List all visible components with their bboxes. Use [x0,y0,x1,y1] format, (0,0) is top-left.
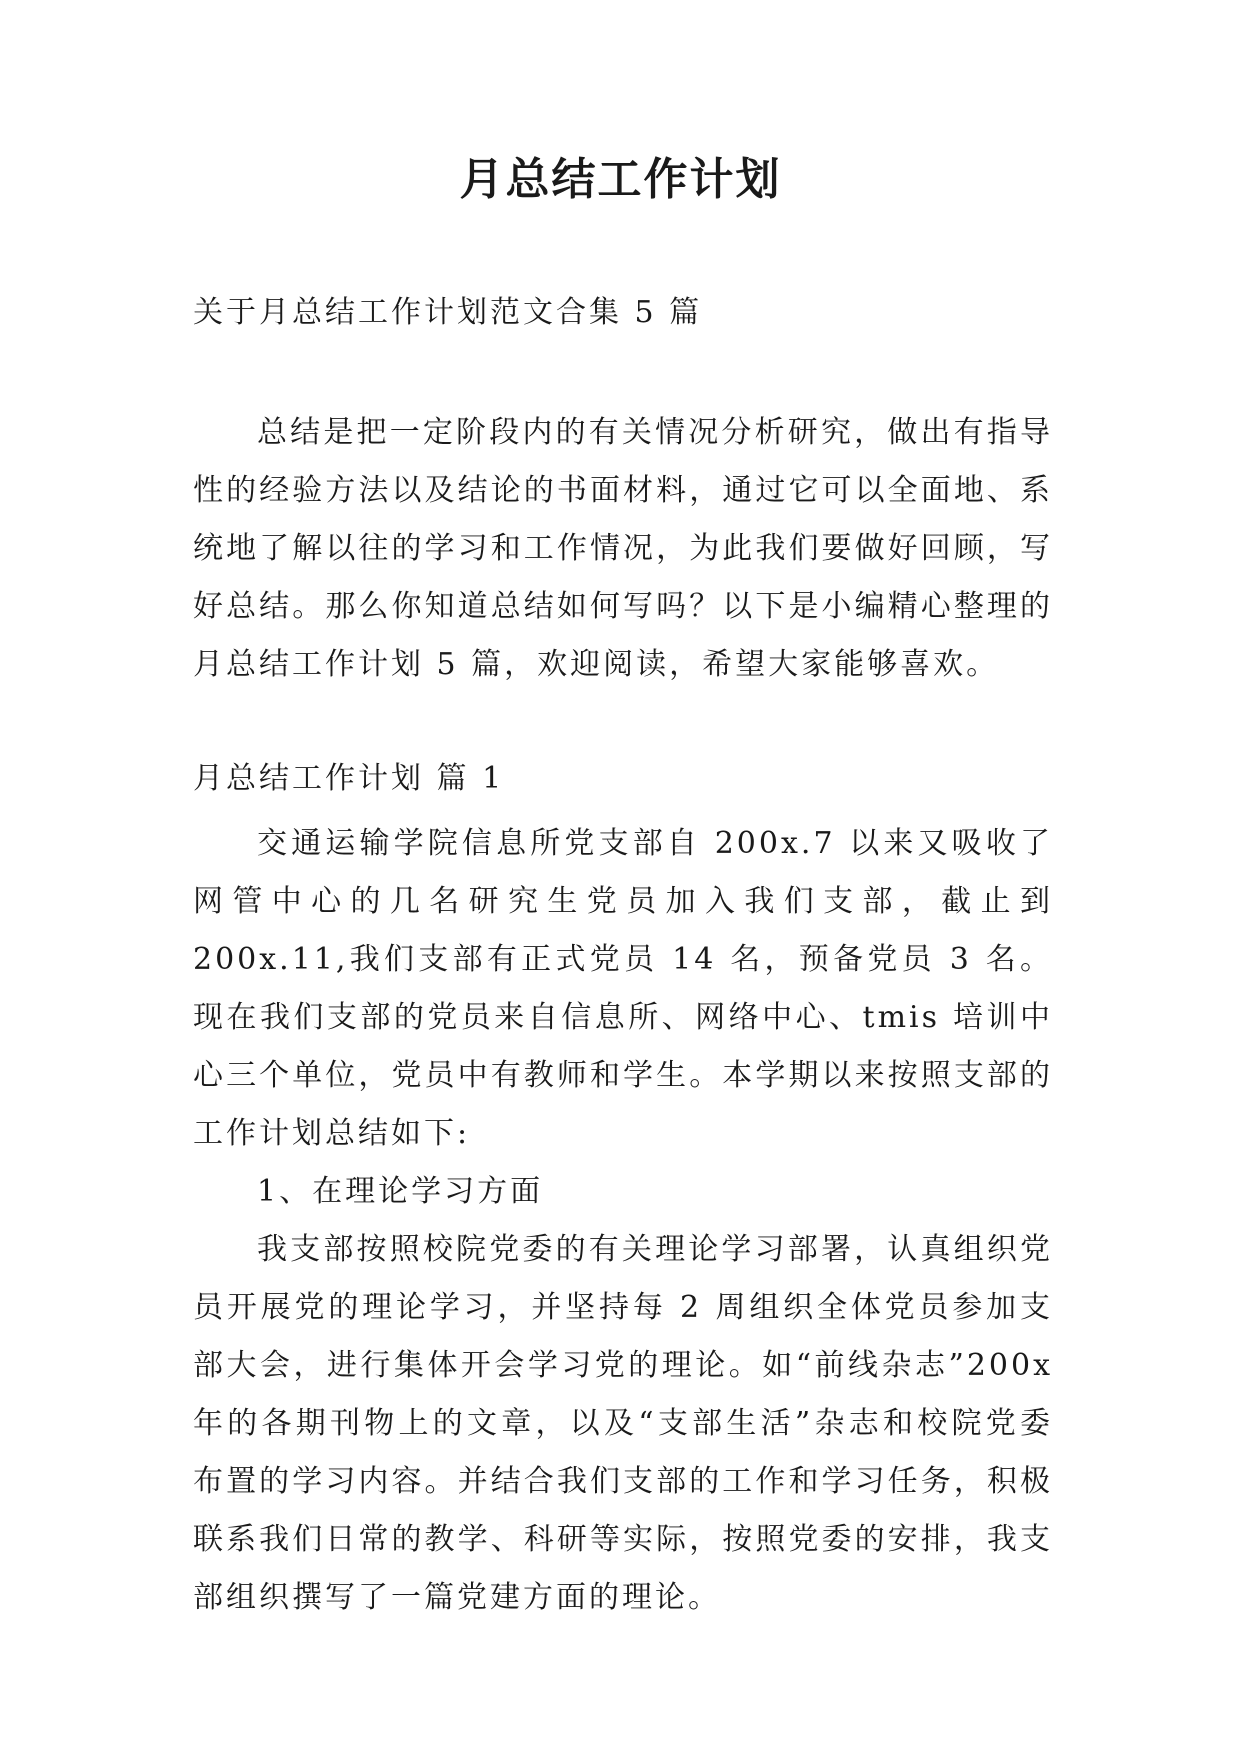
document-title: 月总结工作计划 [459,154,782,205]
intro-section [193,404,1053,694]
section-heading: 月总结工作计划 篇 1 [193,761,505,796]
section-paragraph-1: 交通运输学院信息所党支部自 200x.7 以来又吸收了网管中心的几名研究生党员加入我们支部，截止到 200x.11,我们支部有正式党员 14 名，预备党员 3 名。现在我们支部的党员来自信息所、网络中心、tmis 培训中心三个单位，党员中有教师和学生。本学期以来按照支部的工作计划总结如下: [193,826,1053,1151]
section-paragraph-2: 我支部按照校院党委的有关理论学习部署，认真组织党员开展党的理论学习，并坚持每 2 周组织全体党员参加支部大会，进行集体开会学习党的理论。如“前线杂志”200x 年的各期刊物上的文章，以及“支部生活”杂志和校院党委布置的学习内容。并结合我们支部的工作和学习任务，积极联系我们日常的教学、科研等实际，按照党委的安排，我支部组织撰写了一篇党建方面的理论。 [193,1232,1053,1615]
intro-paragraph: 总结是把一定阶段内的有关情况分析研究，做出有指导性的经验方法以及结论的书面材料，通过它可以全面地、系统地了解以往的学习和工作情况，为此我们要做好回顾，写好总结。那么你知道总结如何写吗？以下是小编精心整理的月总结工作计划 5 篇，欢迎阅读，希望大家能够喜欢。 [193,415,1053,682]
document-subtitle: 关于月总结工作计划范文合集 5 篇 [193,295,703,330]
section-subheading: 1、在理论学习方面 [257,1174,544,1209]
section-body [193,815,1053,1627]
